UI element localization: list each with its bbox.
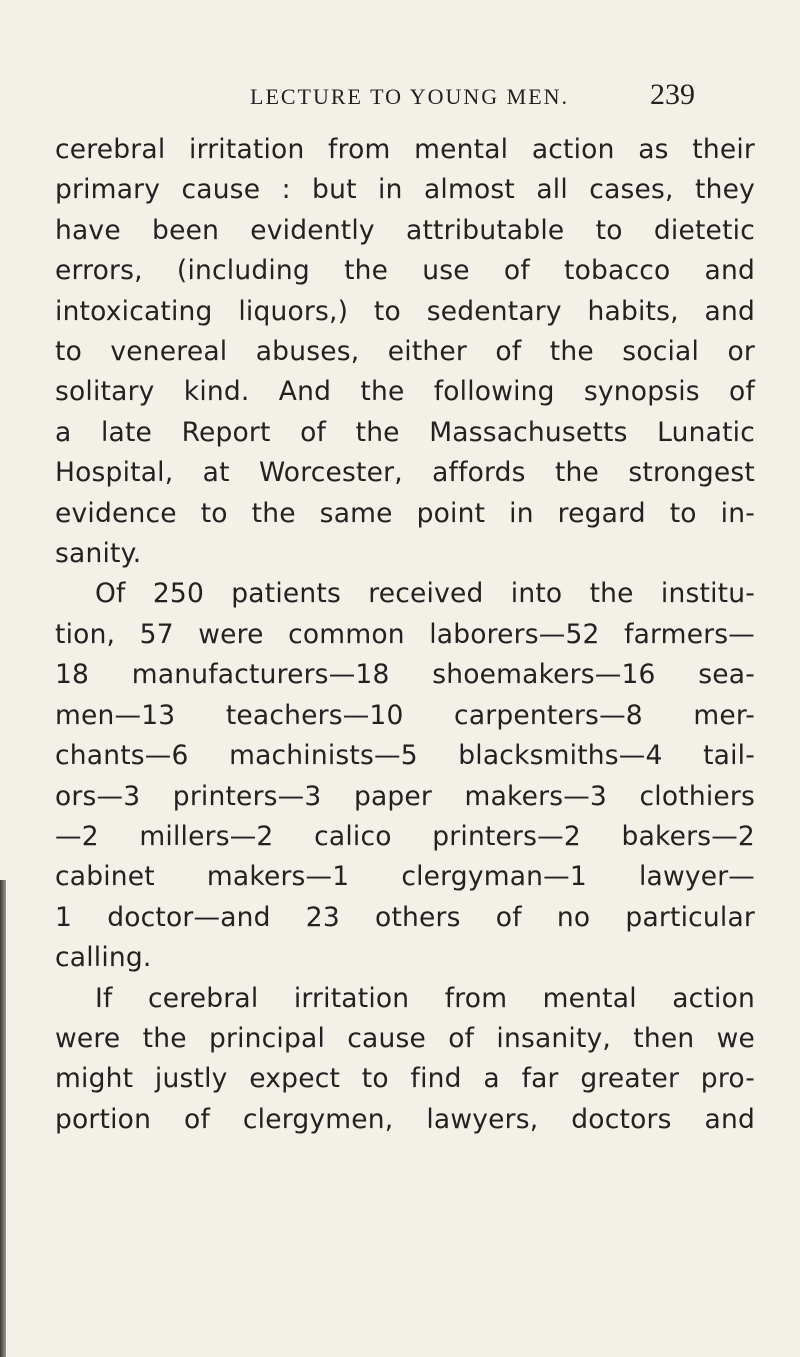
text-line: cabinet makers—1 clergyman—1 lawyer— [55, 861, 755, 893]
text-line: portion of clergymen, lawyers, doctors and [55, 1103, 755, 1135]
page-header [0, 72, 800, 112]
text-line: Hospital, at Worcester, affords the strongest [55, 457, 755, 489]
page-edge-shadow [0, 880, 6, 1357]
text-line: tion, 57 were common laborers—52 farmers— [55, 618, 755, 650]
text-line: evidence to the same point in regard to in- [55, 497, 755, 529]
text-line: have been evidently attributable to dietetic [55, 214, 755, 246]
text-line: ors—3 printers—3 paper makers—3 clothiers [55, 780, 755, 812]
text-line: intoxicating liquors,) to sedentary habits, and [55, 295, 755, 327]
text-line: calling. [55, 942, 152, 974]
text-line: Of 250 patients received into the institu- [95, 578, 755, 610]
text-line: men—13 teachers—10 carpenters—8 mer- [55, 699, 755, 731]
text-line: errors, (including the use of tobacco and [55, 255, 755, 287]
paragraph-3 [55, 979, 755, 1141]
body-text [55, 130, 755, 1140]
text-line: a late Report of the Massachusetts Lunatic [55, 416, 755, 448]
text-line: sanity. [55, 538, 142, 570]
text-line: If cerebral irritation from mental action [95, 982, 755, 1014]
text-line: primary cause : but in almost all cases, they [55, 174, 755, 206]
text-line: cerebral irritation from mental action as their [55, 134, 755, 165]
text-line: —2 millers—2 calico printers—2 bakers—2 [55, 820, 755, 852]
text-line: chants—6 machinists—5 blacksmiths—4 tail- [55, 740, 755, 772]
text-line: were the principal cause of insanity, then we [55, 1022, 755, 1054]
paragraph-2 [55, 574, 755, 978]
paragraph-1 [55, 130, 755, 574]
page-number: 239 [650, 78, 695, 111]
text-line: might justly expect to find a far greater pro- [55, 1063, 755, 1095]
text-line: 18 manufacturers—18 shoemakers—16 sea- [55, 659, 755, 691]
text-line: 1 doctor—and 23 others of no particular [55, 901, 755, 933]
text-line: to venereal abuses, either of the social or [55, 336, 755, 368]
text-line: solitary kind. And the following synopsis of [55, 376, 755, 408]
running-head: LECTURE TO YOUNG MEN. [250, 84, 570, 109]
